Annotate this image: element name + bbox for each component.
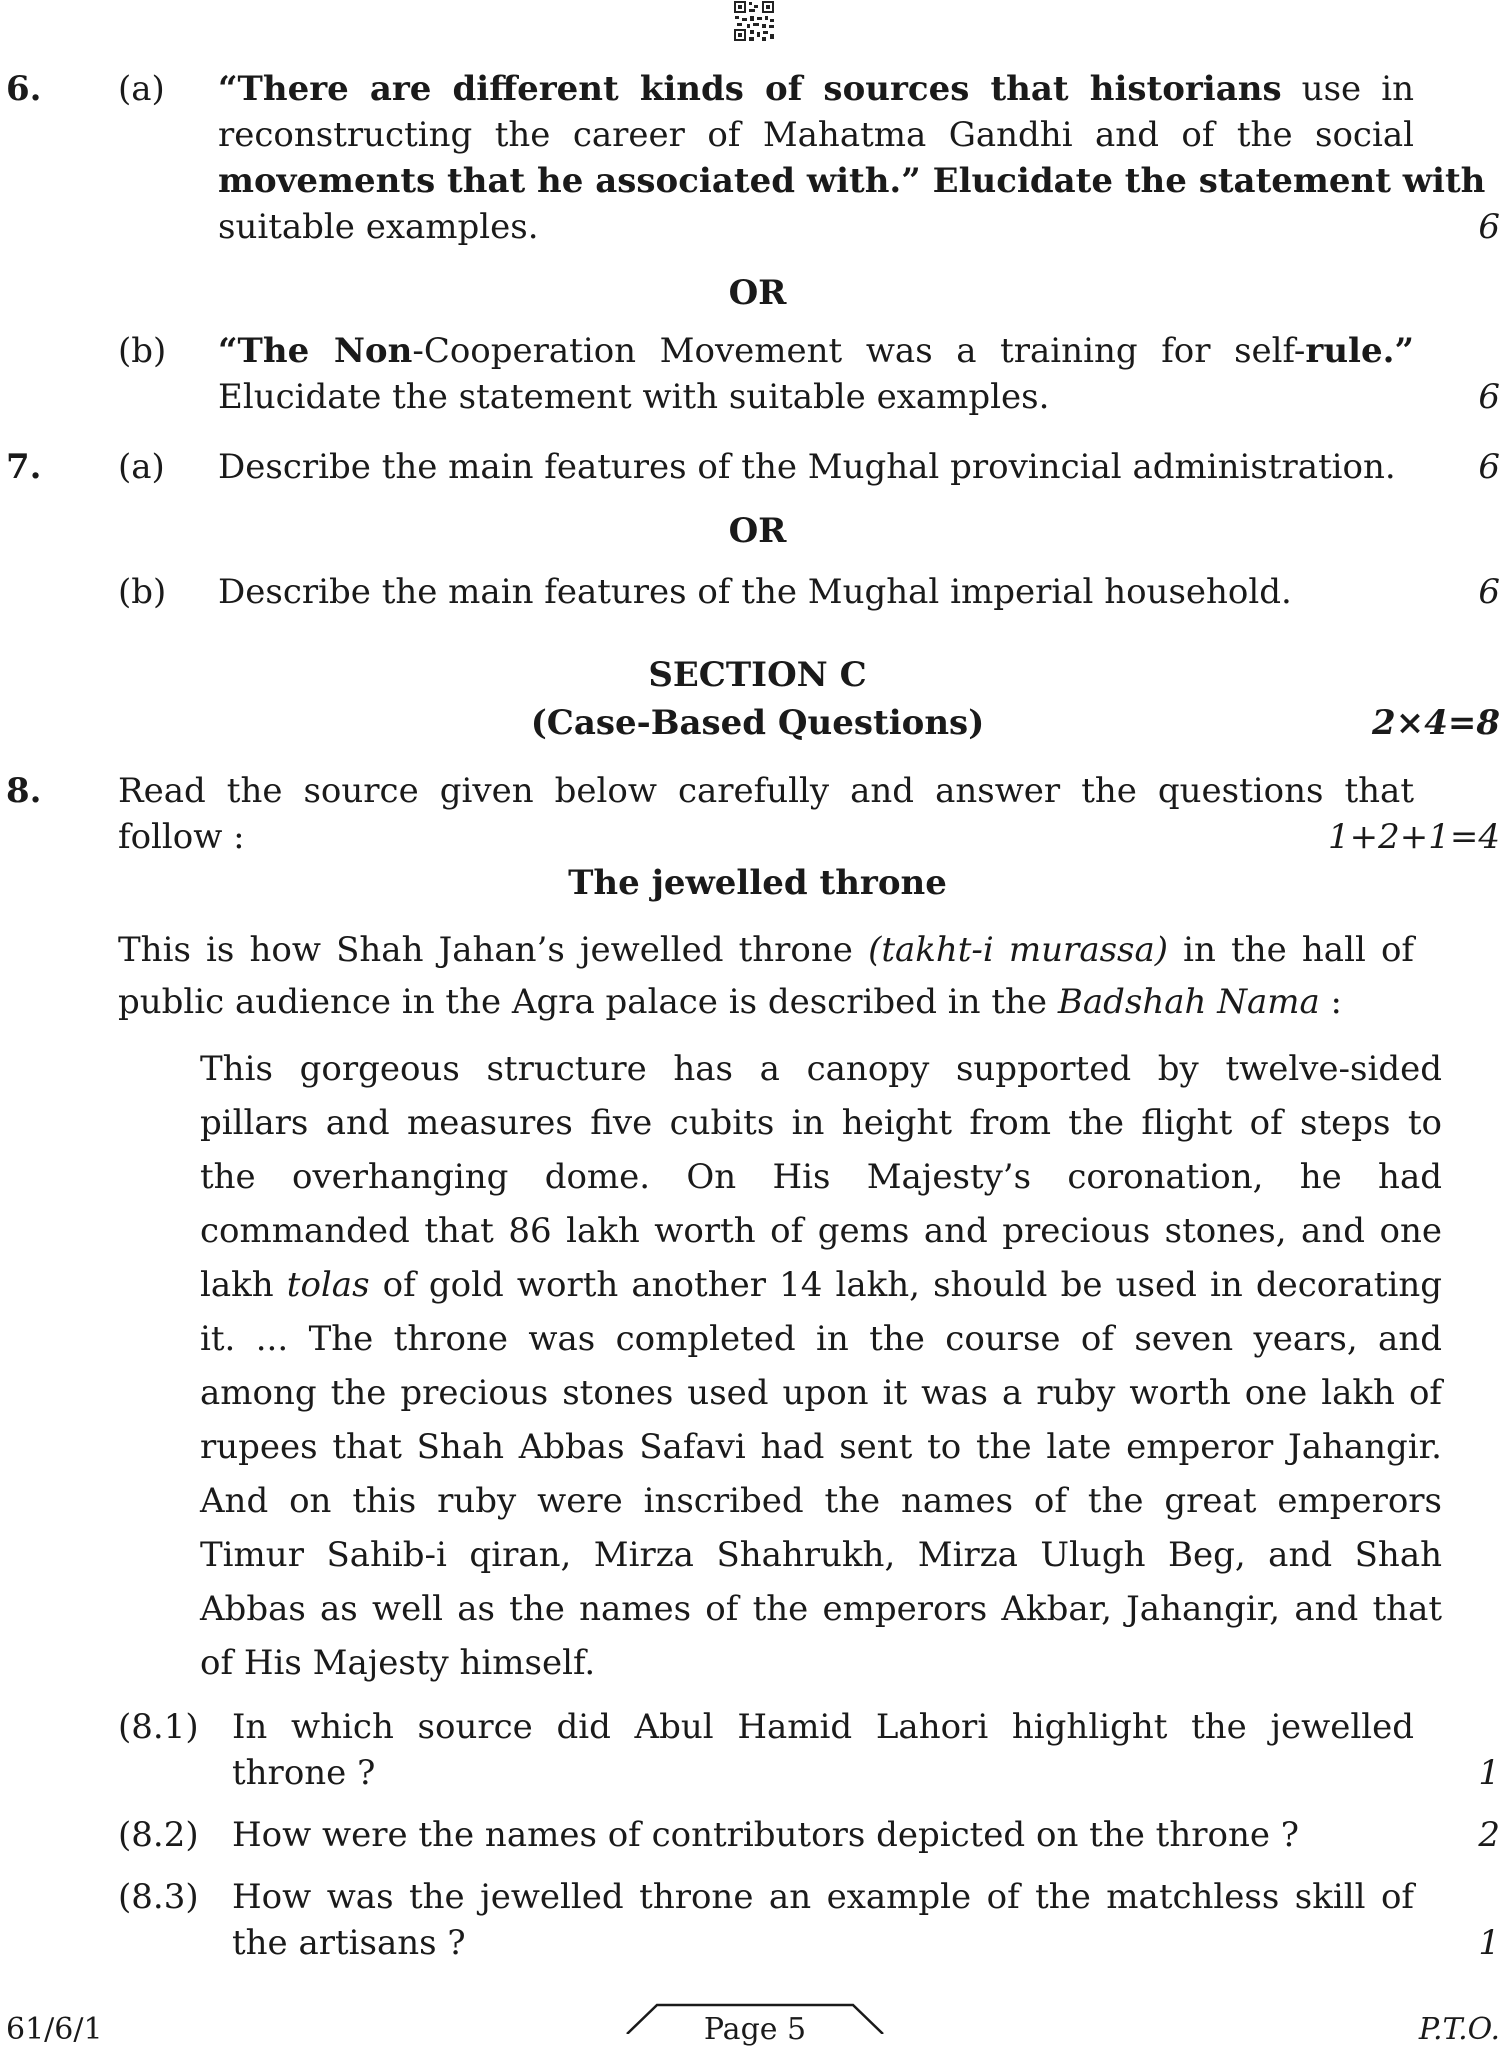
source-quote-line: Timur Sahib-i qiran, Mirza Shahrukh, Mirza Ulugh Beg, and Shah (200, 1535, 1442, 1575)
sub-question-text: the artisans ? (232, 1923, 466, 1963)
source-lead: This is how Shah Jahan’s jewelled throne (takht-i murassa) in the hall of (118, 930, 1415, 970)
question-text: “There are different kinds of sources that historians use in (218, 69, 1414, 109)
question-text: Elucidate the statement with suitable examples. (218, 377, 1050, 417)
marks: 6 (1478, 207, 1500, 247)
section-marks: 2×4=8 (1372, 703, 1500, 743)
source-quote-line: among the precious stones used upon it was a ruby worth one lakh of (200, 1373, 1442, 1413)
page-number: Page 5 (703, 2012, 807, 2047)
marks: 1 (1478, 1923, 1500, 1963)
question-number: 7. (6, 447, 42, 487)
source-lead: public audience in the Agra palace is described in the Badshah Nama : (118, 982, 1342, 1022)
sub-question-label: (8.2) (118, 1815, 199, 1855)
part-label: (b) (118, 331, 167, 371)
question-number: 6. (6, 69, 42, 109)
sub-question-text: How was the jewelled throne an example of the matchless skill of (232, 1877, 1414, 1917)
section-title: SECTION C (648, 655, 867, 695)
source-title: The jewelled throne (568, 863, 947, 903)
source-quote-line: This gorgeous structure has a canopy supported by twelve-sided (200, 1049, 1442, 1089)
marks: 1 (1478, 1753, 1500, 1793)
or-divider: OR (728, 511, 787, 551)
question-number: 8. (6, 771, 42, 811)
question-text: Read the source given below carefully and answer the questions that (118, 771, 1414, 811)
part-label: (b) (118, 572, 167, 612)
pto-label: P.T.O. (1418, 2012, 1500, 2047)
paper-code: 61/6/1 (6, 2012, 103, 2047)
source-quote-line: Abbas as well as the names of the emperors Akbar, Jahangir, and that (200, 1589, 1442, 1629)
source-quote-line: the overhanging dome. On His Majesty’s coronation, he had (200, 1157, 1442, 1197)
source-quote-line: rupees that Shah Abbas Safavi had sent to the late emperor Jahangir. (200, 1427, 1442, 1467)
marks: 2 (1478, 1815, 1500, 1855)
sub-question-text: In which source did Abul Hamid Lahori highlight the jewelled (232, 1707, 1414, 1747)
qr-code-icon (733, 0, 775, 42)
marks: 6 (1478, 572, 1500, 612)
source-quote-line: it. ... The throne was completed in the course of seven years, and (200, 1319, 1442, 1359)
source-quote-line: commanded that 86 lakh worth of gems and precious stones, and one (200, 1211, 1442, 1251)
question-text: follow : (118, 817, 245, 857)
question-text: Describe the main features of the Mughal imperial household. (218, 572, 1292, 612)
question-text: “The Non-Cooperation Movement was a training for self-rule.” (218, 331, 1414, 371)
marks: 6 (1478, 447, 1500, 487)
source-quote-line: pillars and measures five cubits in height from the flight of steps to (200, 1103, 1442, 1143)
source-quote-line: lakh tolas of gold worth another 14 lakh, should be used in decorating (200, 1265, 1442, 1305)
source-quote-line: of His Majesty himself. (200, 1643, 596, 1683)
question-text: Describe the main features of the Mughal provincial administration. (218, 447, 1396, 487)
source-quote-line: And on this ruby were inscribed the names of the great emperors (200, 1481, 1442, 1521)
section-subtitle: (Case-Based Questions) (530, 703, 985, 743)
sub-question-label: (8.3) (118, 1877, 199, 1917)
marks: 1+2+1=4 (1328, 817, 1500, 857)
question-text: movements that he associated with.” Elucidate the statement with (218, 161, 1486, 201)
part-label: (a) (118, 69, 165, 109)
sub-question-text: throne ? (232, 1753, 376, 1793)
sub-question-text: How were the names of contributors depicted on the throne ? (232, 1815, 1299, 1855)
marks: 6 (1478, 377, 1500, 417)
question-text: reconstructing the career of Mahatma Gandhi and of the social (218, 115, 1414, 155)
sub-question-label: (8.1) (118, 1707, 199, 1747)
or-divider: OR (728, 273, 787, 313)
question-text: suitable examples. (218, 207, 539, 247)
part-label: (a) (118, 447, 165, 487)
